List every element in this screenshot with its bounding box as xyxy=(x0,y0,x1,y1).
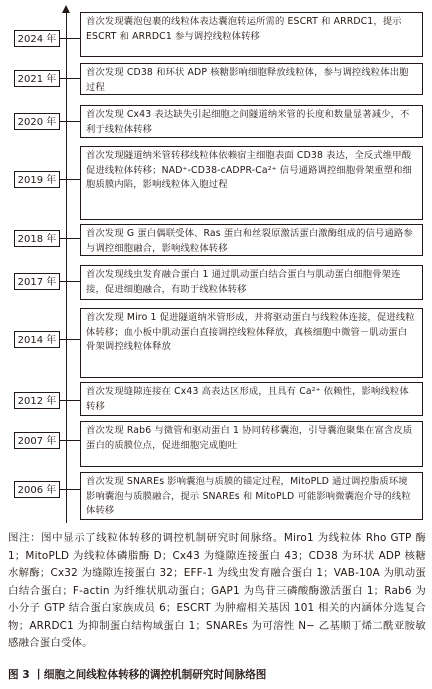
year-label-2014: 2014 年 xyxy=(14,331,60,348)
timeline-event-2006: 首次发现 SNAREs 影响囊泡与质膜的锚定过程，MitoPLD 通过调控脂质环境影响囊泡与质膜融合，提示 SNAREs 和 MitoPLD 可能影响微囊泡介导的线粒体转移 xyxy=(80,472,423,520)
year-label-2012: 2012 年 xyxy=(14,392,60,409)
year-connector xyxy=(60,489,80,490)
timeline-event-2019: 首次发现隧道纳米管转移线粒体依赖宿主细胞表面 CD38 表达，全反式维甲酸促进线粒体转移；NAD⁺-CD38-cADPR-Ca²⁺ 信号通路调控细胞骨架重塑和细胞质膜内陷，影响线粒体入胞过程 xyxy=(80,146,423,220)
timeline-event-2021: 首次发现 CD38 和环状 ADP 核糖影响细胞释放线粒体，参与调控线粒体出胞过程 xyxy=(80,63,423,95)
year-label-2020: 2020 年 xyxy=(14,113,60,130)
year-label-2021: 2021 年 xyxy=(14,70,60,87)
timeline-event-2014: 首次发现 Miro 1 促进隧道纳米管形成，并将驱动蛋白与线粒体连接，促进线粒体转移；血小板中肌动蛋白直接调控线粒体释放，真核细胞中微管－肌动蛋白骨架调控线粒体释放 xyxy=(80,308,423,378)
year-connector xyxy=(60,400,80,401)
timeline-axis xyxy=(66,12,67,523)
figure-caption: 图 3 丨细胞之间线粒体转移的调控机制研究时间脉络图 xyxy=(8,669,267,681)
year-connector xyxy=(60,38,80,39)
year-connector xyxy=(60,121,80,122)
year-label-2019: 2019 年 xyxy=(14,171,60,188)
year-connector xyxy=(60,281,80,282)
year-label-2018: 2018 年 xyxy=(14,230,60,247)
year-label-2024: 2024 年 xyxy=(14,30,60,47)
year-connector xyxy=(60,238,80,239)
year-connector xyxy=(60,78,80,79)
year-label-2017: 2017 年 xyxy=(14,273,60,290)
year-connector xyxy=(60,440,80,441)
timeline-event-2024: 首次发现囊泡包裹的线粒体表达囊泡转运所需的 ESCRT 和 ARRDC1，提示 ESCRT 和 ARRDC1 参与调控线粒体转移 xyxy=(80,12,423,57)
timeline-event-2020: 首次发现 Cx43 表达缺失引起细胞之间隧道纳米管的长度和数量显著减少，不利于线粒体转移 xyxy=(80,105,423,138)
timeline-event-2012: 首次发现缝隙连接在 Cx43 高表达区形成，且具有 Ca²⁺ 依赖性，影响线粒体转移 xyxy=(80,382,423,416)
year-label-2006: 2006 年 xyxy=(14,481,60,498)
timeline-event-2017: 首次发现线虫发育融合蛋白 1 通过肌动蛋白结合蛋白与肌动蛋白细胞骨架连接，促进细胞融合，有助于线粒体转移 xyxy=(80,265,423,300)
timeline-event-2018: 首次发现 G 蛋白偶联受体、Ras 蛋白和丝裂原激活蛋白激酶组成的信号通路参与调控细胞融合，影响线粒体转移 xyxy=(80,224,423,256)
year-connector xyxy=(60,179,80,180)
figure-note: 图注：图中显示了线粒体转移的调控机制研究时间脉络。Miro1 为线粒体 Rho GTP 酶 1；MitoPLD 为线粒体磷脂酶 D；Cx43 为缝隙连接蛋白 43；CD38 为环状 ADP 核糖水解酶；Cx32 为缝隙连接蛋白 32；EFF-1 为线虫发育融合蛋白 1；VAB-10A 为肌动蛋白结合蛋白；F-actin 为纤维状肌动蛋白；GAP1 为鸟苷三磷酸酶激活蛋白 1；Rab6 为小分子 GTP 结合蛋白家族成员 6；ESCRT 为肿瘤相关基因 101 相关的内涵体分选复合物；ARRDC1 为抑制蛋白结构域蛋白 1；SNAREs 为可溶性 N− 乙基顺丁烯二酰亚胺敏感融合蛋白受体。 xyxy=(8,532,426,649)
timeline-event-2007: 首次发现 Rab6 与微管和驱动蛋白 1 协同转移囊泡，引导囊泡聚集在富含皮质蛋白的质膜位点，促进细胞完成胞吐 xyxy=(80,421,423,467)
year-label-2007: 2007 年 xyxy=(14,432,60,449)
year-connector xyxy=(60,339,80,340)
